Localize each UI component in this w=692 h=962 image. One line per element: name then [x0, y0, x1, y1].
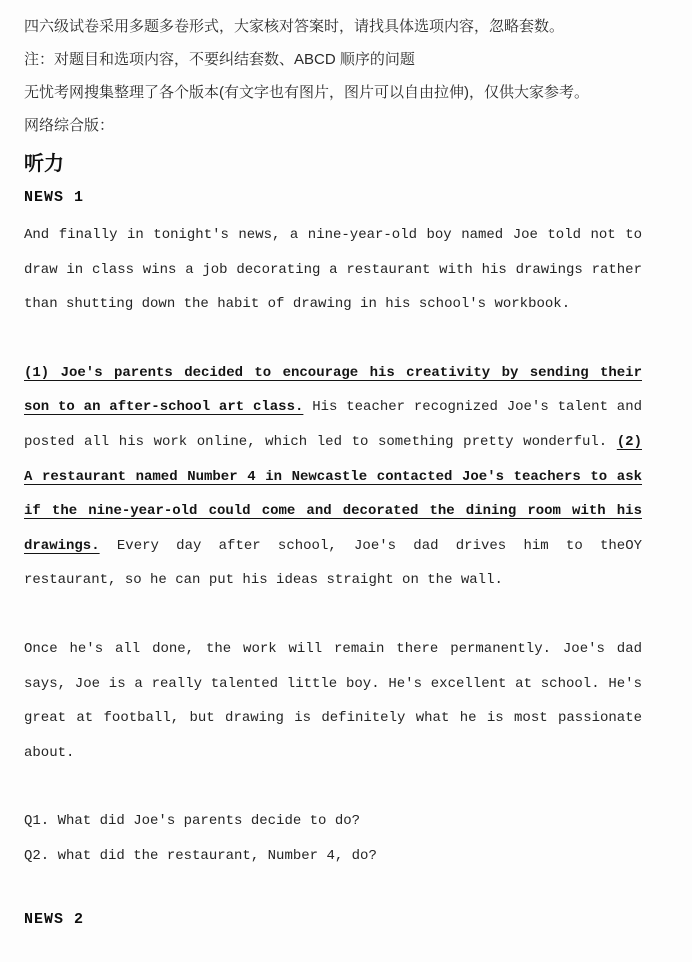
news1-questions — [24, 804, 642, 873]
news-paragraph — [24, 218, 642, 322]
news-paragraph — [24, 356, 642, 598]
text-segment: And finally in tonight's news, a nine-year-old boy named Joe told not to draw in class wins a job decorating a restaurant with his drawings rather than shutting down the habit of drawing in his school's workbook. — [24, 227, 642, 313]
news-paragraph — [24, 632, 642, 770]
news1-heading: NEWS 1 — [24, 189, 85, 206]
question-2: Q2. what did the restaurant, Number 4, do? — [24, 847, 377, 864]
note-line-web-version: 网络综合版： — [24, 117, 115, 134]
question-1: Q1. What did Joe's parents decide to do? — [24, 813, 361, 830]
answer-highlight-segment: (2) A restaurant named Number 4 in Newcastle contacted Joe's teachers to ask if the nine-year-old could come and decorated the dining room with his drawings. — [24, 433, 642, 554]
text-segment: Once he's all done, the work will remain there permanently. Joe's dad says, Joe is a really talented little boy. He's excellent at school. He's great at football, but drawing is definitely what he is most passionate about. — [24, 640, 642, 761]
header-notes — [24, 10, 642, 142]
news1-body — [24, 218, 642, 770]
news2-heading: NEWS 2 — [24, 910, 85, 928]
listening-section-title: 听力 — [24, 153, 64, 175]
note-line-remark: 注：对题目和选项内容，不要纠结套数、ABCD 顺序的问题 — [24, 51, 415, 68]
text-segment: Every day after school, Joe's dad drives him to theOY restaurant, so he can put his ideas straight on the wall. — [24, 537, 642, 589]
note-line-source: 无忧考网搜集整理了各个版本(有文字也有图片，图片可以自由拉伸)，仅供大家参考。 — [24, 84, 589, 101]
answer-highlight-segment: (1) Joe's parents decided to encourage his creativity by sending their son to an after-school art class. — [24, 364, 642, 416]
note-line-multi-version: 四六级试卷采用多题多卷形式，大家核对答案时，请找具体选项内容，忽略套数。 — [24, 18, 565, 35]
text-segment: His teacher recognized Joe's talent and posted all his work online, which led to something pretty wonderful. — [24, 399, 643, 450]
